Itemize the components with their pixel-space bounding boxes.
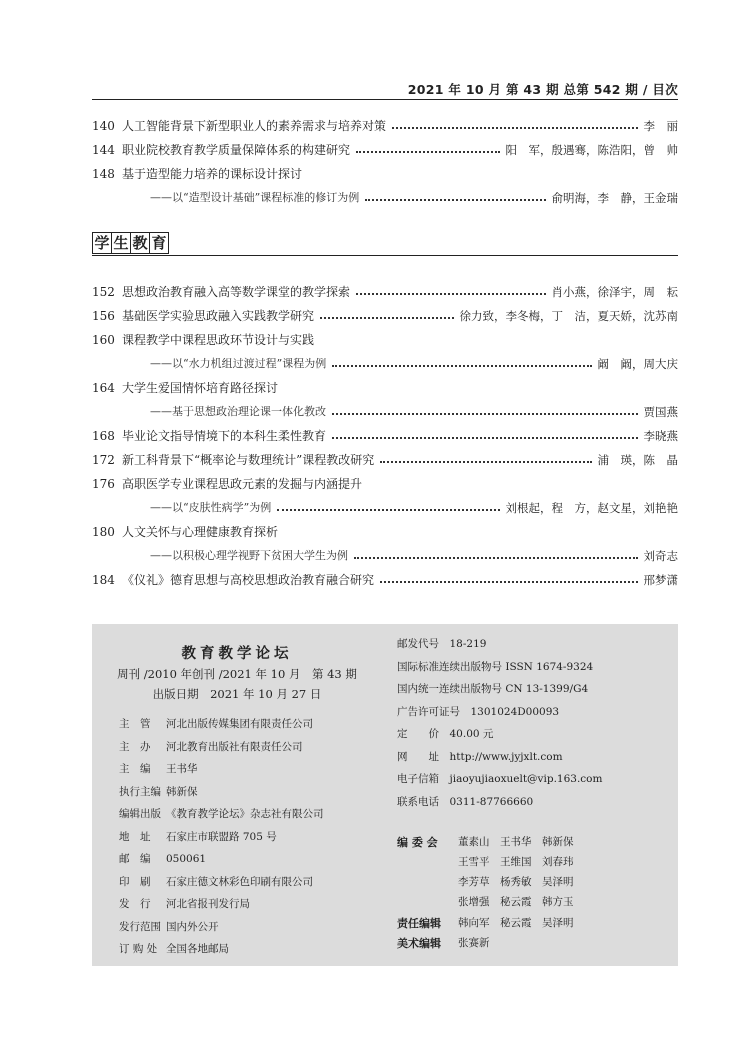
colophon-value: 国内外公开: [166, 920, 219, 933]
article-subtitle: ——以“水力机组过渡过程”课程为例: [150, 357, 327, 370]
colophon-key: 编辑出版: [119, 808, 161, 820]
article-title: 基础医学实验思政融入实践教学研究: [122, 309, 315, 323]
colophon-key: 执行主编: [119, 785, 161, 798]
page-number: 168: [92, 429, 115, 443]
article-title: 《仪礼》德育思想与高校思想政治教育融合研究: [122, 573, 375, 587]
colophon-item: [119, 919, 219, 934]
article-authors: 刘奇志: [643, 549, 678, 563]
colophon-key: 订 购 处: [119, 943, 158, 955]
page-number: 144: [92, 143, 115, 157]
colophon-value: 河北出版传媒集团有限责任公司: [166, 718, 313, 730]
toc-entry: [92, 496, 678, 520]
page-number: 152: [92, 285, 115, 299]
toc-entry: [92, 376, 678, 400]
colophon-key: 印 刷: [119, 875, 151, 888]
colophon-value: 王书华: [166, 763, 198, 775]
colophon-key: 主 办: [119, 740, 151, 753]
editorial-board-members: 董素山 王书华 韩新保: [458, 836, 574, 848]
leader-dots: [332, 413, 638, 415]
toc-entry: [92, 304, 678, 328]
publication-detail: 国际标准连续出版物号 ISSN 1674-9324: [397, 660, 594, 673]
publication-detail: 联系电话 0311-87766660: [397, 795, 534, 808]
publication-detail: 广告许可证号 1301024D00093: [397, 705, 560, 718]
toc-entry: [92, 448, 678, 472]
editorial-board-members: 王雪平 王维国 刘春玮: [458, 856, 574, 868]
colophon-item: [119, 896, 250, 911]
publication-detail: 国内统一连续出版物号 CN 13-1399/G4: [397, 683, 589, 695]
article-subtitle: ——以积极心理学视野下贫困大学生为例: [150, 549, 348, 562]
colophon-value: 全国各地邮局: [166, 943, 229, 955]
section-char: 教: [131, 233, 150, 253]
colophon-item: [119, 784, 198, 799]
section-heading: [92, 232, 169, 254]
article-authors: 肖小燕，徐泽宇，周 耘: [551, 285, 678, 299]
publication-detail: 网 址 http://www.jyjxlt.com: [397, 750, 563, 763]
page-number: 148: [92, 167, 115, 181]
article-title: 基于造型能力培养的课标设计探讨: [122, 167, 303, 181]
page-number: 156: [92, 309, 115, 323]
page-number: 164: [92, 381, 115, 395]
colophon-key: 发行范围: [119, 920, 161, 933]
leader-dots: [380, 461, 592, 463]
toc-student-education: [92, 280, 678, 592]
article-title: 大学生爱国情怀培育路径探讨: [122, 381, 279, 395]
art-editor: 张赛新: [458, 937, 490, 949]
colophon-value: 050061: [166, 853, 207, 865]
article-authors: 浦 瑛，陈 晶: [597, 453, 678, 467]
article-authors: 阚 阚，周大庆: [597, 357, 678, 371]
leader-dots: [354, 557, 638, 559]
article-authors: 贾国燕: [643, 405, 678, 419]
toc-entry: [92, 472, 678, 496]
colophon-value: 石家庄德文林彩色印刷有限公司: [166, 875, 313, 888]
toc-entry: [92, 138, 678, 162]
publication-detail: 邮发代号 18-219: [397, 638, 487, 650]
leader-dots: [356, 293, 546, 295]
colophon-item: [119, 941, 229, 956]
colophon-value: 《教育教学论坛》杂志社有限公司: [166, 808, 324, 820]
section-rule: [92, 255, 678, 256]
header-rule: [92, 99, 678, 100]
colophon-value: 河北教育出版社有限责任公司: [166, 740, 303, 753]
article-title: 职业院校教育教学质量保障体系的构建研究: [122, 143, 351, 157]
leader-dots: [332, 437, 638, 439]
editorial-board-members: 张增强 秘云霞 韩方玉: [458, 896, 574, 908]
toc-entry: [92, 352, 678, 376]
article-title: 思想政治教育融入高等数学课堂的教学探索: [122, 285, 351, 299]
publication-date: 出版日期 2021 年 10 月 27 日: [152, 687, 322, 701]
page-number: 172: [92, 453, 115, 467]
leader-dots: [392, 127, 638, 129]
page-number: 140: [92, 119, 115, 133]
leader-dots: [380, 581, 638, 583]
toc-entry: [92, 520, 678, 544]
article-title: 新工科背景下“概率论与数理统计”课程教改研究: [122, 453, 375, 467]
toc-entry: [92, 186, 678, 210]
toc-entry: [92, 424, 678, 448]
leader-dots: [332, 365, 592, 367]
colophon-key: 邮 编: [119, 853, 151, 865]
leader-dots: [277, 509, 500, 511]
page-number: 160: [92, 333, 115, 347]
colophon-value: 韩新保: [166, 785, 198, 798]
colophon-item: [119, 851, 206, 866]
colophon-key: 发 行: [119, 898, 151, 910]
article-title: 人工智能背景下新型职业人的素养需求与培养对策: [122, 119, 387, 133]
article-subtitle: ——以“皮肤性病学”为例: [150, 501, 272, 514]
page-number: 176: [92, 477, 115, 491]
page-number: 184: [92, 573, 115, 587]
leader-dots: [356, 151, 500, 153]
article-authors: 李 丽: [643, 119, 678, 133]
responsible-editors: 韩向军 秘云霞 吴泽明: [458, 917, 574, 929]
toc-entry: [92, 162, 678, 186]
article-authors: 俞明海，李 静，王金瑞: [551, 191, 678, 205]
publication-info: 周刊 /2010 年创刊 /2021 年 10 月 第 43 期: [117, 667, 357, 681]
colophon-item: [119, 829, 277, 844]
section-char: 学: [93, 233, 112, 253]
toc-entry: [92, 568, 678, 592]
section-char: 育: [151, 234, 167, 252]
publication-detail: 电子信箱 jiaoyujiaoxuelt@vip.163.com: [397, 773, 603, 785]
article-title: 人文关怀与心理健康教育探析: [122, 525, 279, 539]
responsible-editor-label: 责任编辑: [397, 917, 441, 930]
colophon-item: [119, 761, 198, 776]
leader-dots: [320, 317, 454, 319]
toc-top: [92, 114, 678, 210]
article-subtitle: ——以“造型设计基础”课程标准的修订为例: [150, 191, 360, 204]
article-authors: 徐力致，李冬梅，丁 洁，夏天娇，沈苏南: [459, 309, 678, 323]
issue-header: 2021 年 10 月 第 43 期 总第 542 期 / 目次: [407, 82, 678, 97]
colophon-key: 地 址: [119, 830, 151, 843]
colophon-value: 石家庄市联盟路 705 号: [166, 830, 277, 843]
colophon-key: 主 管: [119, 718, 151, 730]
colophon-value: 河北省报刊发行局: [166, 898, 250, 910]
toc-entry: [92, 328, 678, 352]
colophon-item: [119, 874, 313, 889]
page-number: 180: [92, 525, 115, 539]
colophon-item: [119, 806, 324, 821]
article-title: 毕业论文指导情境下的本科生柔性教育: [122, 429, 327, 443]
art-editor-label: 美术编辑: [397, 937, 441, 950]
leader-dots: [365, 199, 546, 201]
colophon-item: [119, 739, 303, 754]
section-char: 生: [112, 233, 131, 253]
article-title: 高职医学专业课程思政元素的发掘与内涵提升: [122, 477, 363, 491]
article-authors: 李晓燕: [643, 429, 678, 443]
article-title: 课程教学中课程思政环节设计与实践: [122, 333, 315, 347]
publication-detail: 定 价 40.00 元: [397, 728, 494, 740]
colophon-key: 主 编: [119, 763, 151, 775]
colophon-item: [119, 716, 313, 731]
editorial-board-members: 李芳草 杨秀敏 吴泽明: [458, 876, 574, 888]
article-authors: 阳 军，殷遇骞，陈浩阳，曾 帅: [505, 143, 678, 157]
toc-entry: [92, 544, 678, 568]
toc-entry: [92, 400, 678, 424]
magazine-title: 教育教学论坛: [181, 646, 293, 662]
toc-entry: [92, 280, 678, 304]
article-authors: 邢梦潇: [643, 573, 678, 587]
article-subtitle: ——基于思想政治理论课一体化教改: [150, 405, 326, 418]
toc-entry: [92, 114, 678, 138]
editorial-board-label: 编 委 会: [397, 836, 438, 849]
colophon-panel: [92, 624, 678, 966]
article-authors: 刘根起，程 方，赵文星，刘艳艳: [505, 501, 678, 515]
